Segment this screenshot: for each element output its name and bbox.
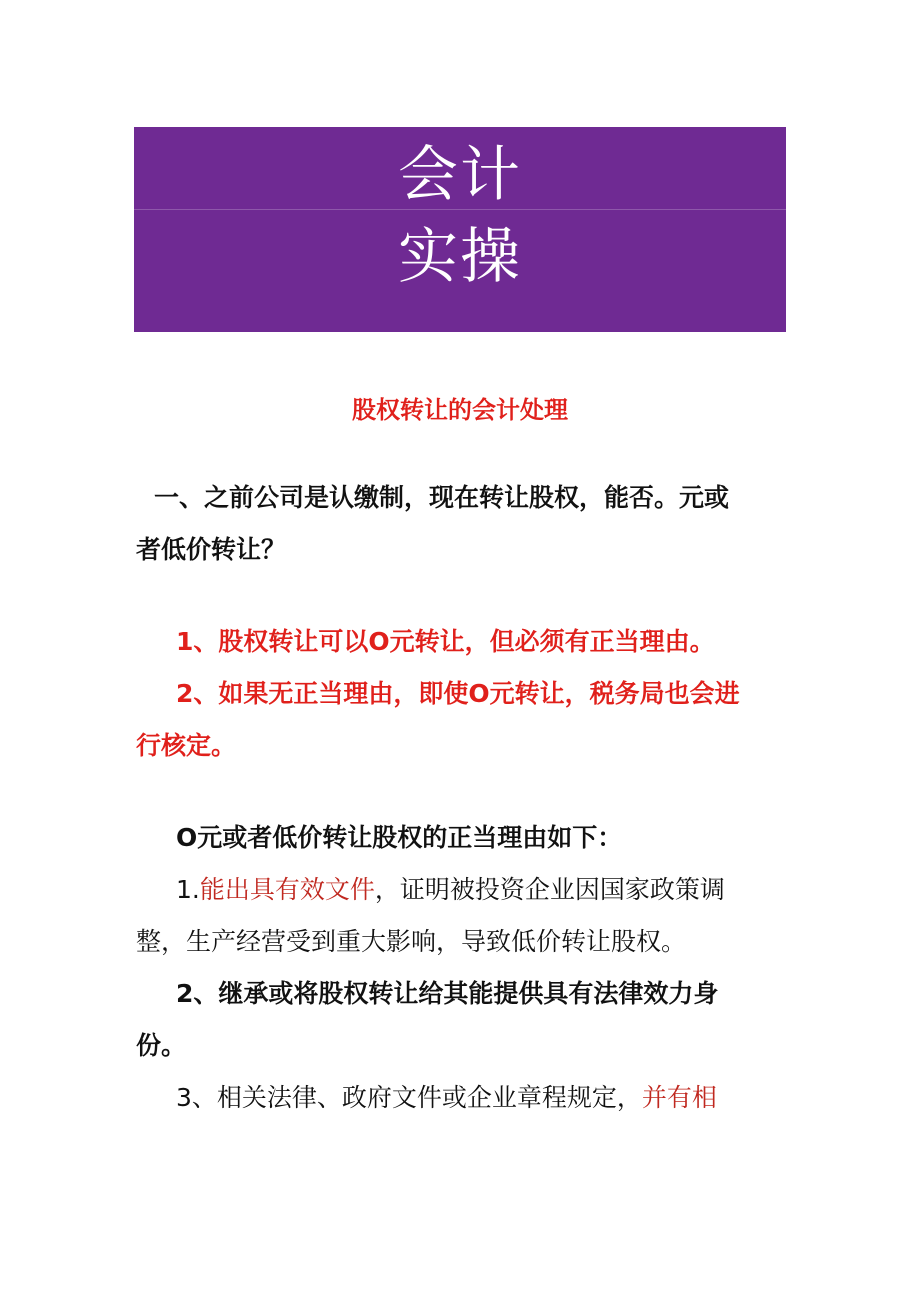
article-subtitle: 股权转让的会计处理 (352, 396, 568, 424)
reason-1-highlight: 能出具有效文件 (199, 875, 375, 904)
reason-1-prefix: 1. (176, 875, 200, 904)
reason-1-line2: 整，生产经营受到重大影响，导致低价转让股权。 (136, 927, 687, 956)
banner-title-line2: 实操 (398, 222, 522, 292)
answer-1: 1、股权转让可以O元转让，但必须有正当理由。 (176, 627, 715, 656)
reason-1-line1 (176, 864, 725, 916)
reasons-heading: O元或者低价转让股权的正当理由如下： (176, 823, 623, 852)
reason-3-highlight: 并有相 (641, 1083, 717, 1112)
banner-title-line1: 会计 (398, 140, 522, 210)
question-line1: 一、之前公司是认缴制，现在转让股权，能否。元或 (154, 483, 730, 512)
reason-3-line1 (176, 1072, 717, 1124)
reason-2-line2: 份。 (136, 1031, 187, 1060)
question-line2: 者低价转让？ (136, 535, 287, 564)
answer-2-line1: 2、如果无正当理由，即使O元转让，税务局也会进 (176, 679, 740, 708)
reason-2-line1: 2、继承或将股权转让给其能提供具有法律效力身 (176, 979, 719, 1008)
reason-1-rest: ，证明被投资企业因国家政策调 (374, 875, 725, 904)
reason-3-prefix: 3、相关法律、政府文件或企业章程规定， (176, 1083, 642, 1112)
answer-2-line2: 行核定。 (136, 731, 237, 760)
